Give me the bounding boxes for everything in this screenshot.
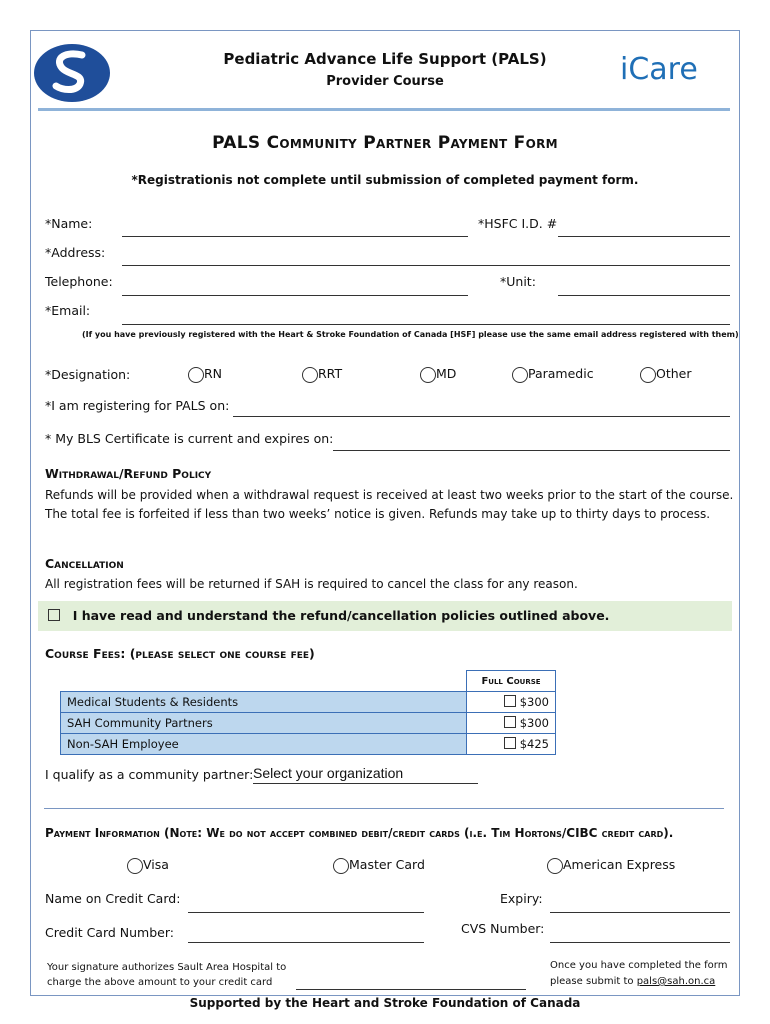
signature-field[interactable] — [296, 989, 526, 990]
course-fees-table — [60, 670, 556, 755]
card-visa[interactable]: Visa — [127, 857, 169, 874]
expiry-label: Expiry: — [500, 891, 543, 906]
radio-icon[interactable] — [333, 858, 349, 874]
card-amex[interactable]: American Express — [547, 857, 675, 874]
address-label: *Address: — [45, 245, 106, 260]
email-field[interactable] — [122, 324, 730, 325]
payment-heading: Payment Information (Note: We do not accept combined debit/credit cards (i.e. Tim Hortons/CIBC credit card). — [45, 826, 674, 840]
fee-row — [61, 713, 556, 734]
hsfc-field[interactable] — [558, 236, 730, 237]
designation-md[interactable]: MD — [420, 366, 456, 383]
radio-icon[interactable] — [188, 367, 204, 383]
checkbox-icon[interactable] — [504, 716, 516, 728]
designation-rrt[interactable]: RRT — [302, 366, 342, 383]
radio-icon[interactable] — [302, 367, 318, 383]
qualify-label: I qualify as a community partner: — [45, 767, 254, 782]
fee-option[interactable]: $425 — [467, 734, 556, 755]
fee-row — [61, 734, 556, 755]
radio-icon[interactable] — [420, 367, 436, 383]
checkbox-icon[interactable] — [504, 695, 516, 707]
card-number-label: Credit Card Number: — [45, 925, 174, 940]
submit-email-link[interactable]: pals@sah.on.ca — [636, 976, 716, 987]
header-title: Pediatric Advance Life Support (PALS) — [223, 50, 547, 68]
checkbox-icon[interactable] — [504, 737, 516, 749]
pals-date-label: *I am registering for PALS on: — [45, 398, 230, 413]
radio-icon[interactable] — [640, 367, 656, 383]
withdrawal-heading: Withdrawal/Refund Policy — [45, 466, 212, 481]
card-name-label: Name on Credit Card: — [45, 891, 181, 906]
fee-option[interactable]: $300 — [467, 713, 556, 734]
footer-text: Supported by the Heart and Stroke Foundation of Canada — [189, 996, 581, 1010]
expiry-field[interactable] — [550, 912, 730, 913]
address-field[interactable] — [122, 265, 730, 266]
radio-icon[interactable] — [512, 367, 528, 383]
cvs-label: CVS Number: — [461, 921, 545, 936]
checkbox-icon[interactable] — [48, 609, 60, 621]
card-name-field[interactable] — [188, 912, 424, 913]
cancellation-heading: Cancellation — [45, 556, 124, 571]
fee-name: Non-SAH Employee — [61, 734, 467, 755]
form-title: PALS Community Partner Payment Form — [212, 133, 558, 153]
email-note: (If you have previously registered with the Heart & Stroke Foundation of Canada [HSF] please use the same email address registered with them) — [82, 330, 739, 339]
signature-note: Your signature authorizes Sault Area Hospital to charge the above amount to your credit card — [47, 962, 287, 988]
registration-note: *Registrationis not complete until submission of completed payment form. — [131, 173, 639, 187]
hsfc-label: *HSFC I.D. # — [478, 216, 558, 231]
icare-logo: iCare — [620, 52, 698, 87]
full-course-header: Full Course — [467, 671, 556, 692]
submit-note: Once you have completed the form please submit to pals@sah.on.ca — [550, 960, 728, 987]
designation-rn[interactable]: RN — [188, 366, 222, 383]
cancellation-text: All registration fees will be returned if SAH is required to cancel the class for any reason. — [45, 577, 578, 591]
name-label: *Name: — [45, 216, 93, 231]
unit-field[interactable] — [558, 295, 730, 296]
cvs-field[interactable] — [550, 942, 730, 943]
course-fees-heading: Course Fees: (please select one course fee) — [45, 646, 315, 661]
organization-select[interactable]: Select your organization — [253, 765, 478, 784]
header-subtitle: Provider Course — [326, 74, 444, 89]
fee-name: Medical Students & Residents — [61, 692, 467, 713]
bls-label: * My BLS Certificate is current and expires on: — [45, 431, 334, 446]
designation-other[interactable]: Other — [640, 366, 692, 383]
pals-date-field[interactable] — [233, 416, 730, 417]
telephone-field[interactable] — [122, 295, 468, 296]
bls-date-field[interactable] — [333, 450, 730, 451]
withdrawal-text: Refunds will be provided when a withdrawal request is received at least two weeks prior to the start of the course. The total fee is forfeited if less than two weeks’ notice is given. Refunds may take up to thirty days to process. — [45, 488, 734, 521]
card-mastercard[interactable]: Master Card — [333, 857, 425, 874]
fee-row — [61, 692, 556, 713]
fee-name: SAH Community Partners — [61, 713, 467, 734]
header-divider — [38, 108, 730, 111]
telephone-label: Telephone: — [45, 274, 113, 289]
name-field[interactable] — [122, 236, 468, 237]
section-divider — [44, 808, 724, 809]
designation-paramedic[interactable]: Paramedic — [512, 366, 594, 383]
policy-acknowledgement[interactable]: I have read and understand the refund/cancellation policies outlined above. — [38, 601, 732, 631]
card-number-field[interactable] — [188, 942, 424, 943]
fee-option[interactable]: $300 — [467, 692, 556, 713]
designation-label: *Designation: — [45, 367, 131, 382]
email-label: *Email: — [45, 303, 91, 318]
radio-icon[interactable] — [127, 858, 143, 874]
unit-label: *Unit: — [500, 274, 536, 289]
radio-icon[interactable] — [547, 858, 563, 874]
